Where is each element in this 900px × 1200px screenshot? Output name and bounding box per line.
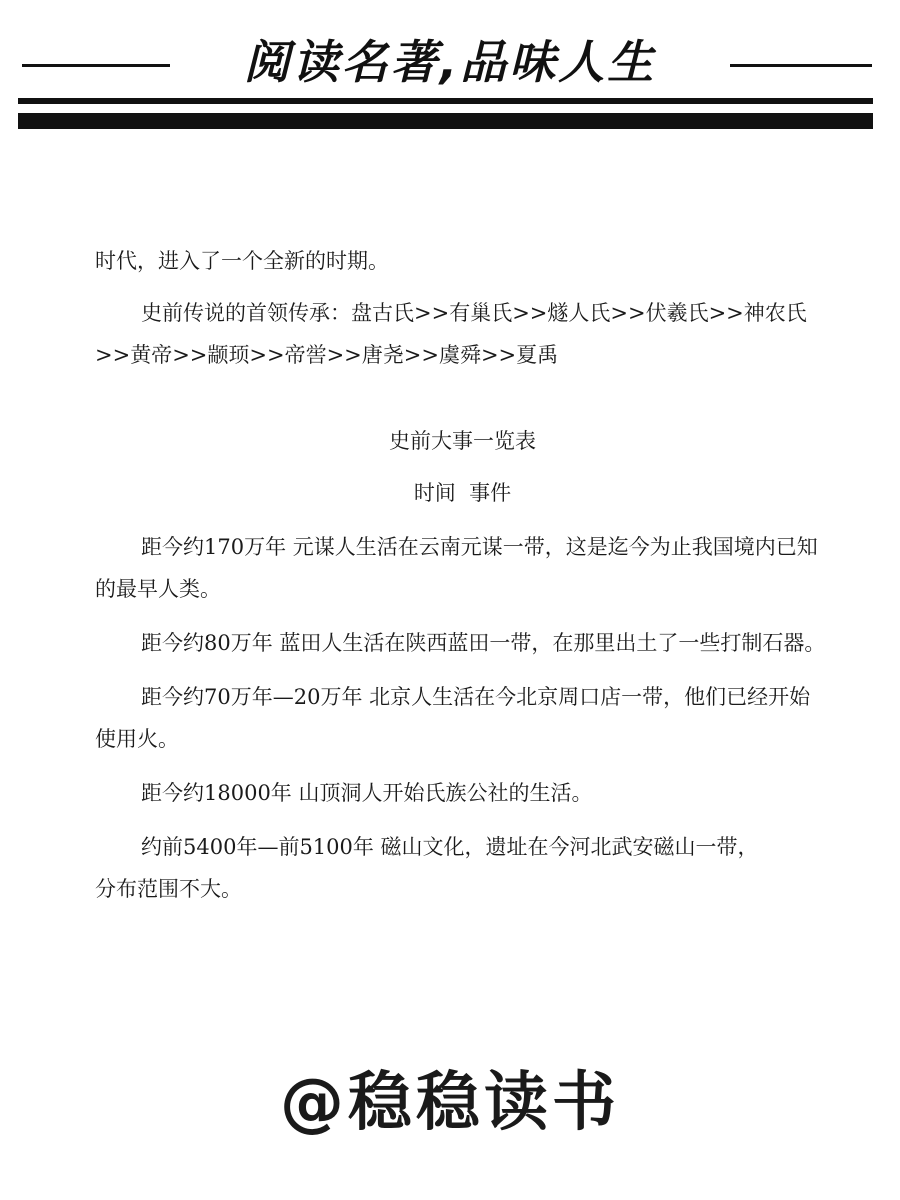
- header-rule-thin: [18, 98, 873, 104]
- event-row-continuation: 分布范围不大。: [95, 877, 242, 901]
- table-header: 时间 事件: [413, 481, 512, 505]
- article-body: [95, 240, 830, 910]
- event-row: 约前5400年—前5100年 磁山文化，遗址在今河北武安磁山一带，: [141, 835, 759, 859]
- event-row: 距今约70万年—20万年 北京人生活在今北京周口店一带，他们已经开始使用火。: [95, 685, 811, 751]
- header-rule-thick: [18, 113, 873, 129]
- event-row: 距今约18000年 山顶洞人开始氏族公社的生活。: [141, 781, 593, 805]
- header-divider-right: [730, 64, 872, 67]
- table-title: 史前大事一览表: [389, 429, 536, 453]
- lineage-paragraph: 史前传说的首领传承：盘古氏>>有巢氏>>燧人氏>>伏羲氏>>神农氏>>黄帝>>颛顼>>帝喾>>唐尧>>虞舜>>夏禹: [95, 301, 807, 367]
- header-title: 阅读名著,品味人生: [243, 35, 657, 89]
- event-row: 距今约80万年 蓝田人生活在陕西蓝田一带，在那里出土了一些打制石器。: [141, 631, 826, 655]
- header-divider-left: [22, 64, 170, 67]
- footer-brand-watermark: @稳稳读书: [280, 1066, 620, 1140]
- event-row: 距今约170万年 元谋人生活在云南元谋一带，这是迄今为止我国境内已知的最早人类。: [95, 535, 818, 601]
- intro-tail-paragraph: 时代，进入了一个全新的时期。: [95, 249, 389, 273]
